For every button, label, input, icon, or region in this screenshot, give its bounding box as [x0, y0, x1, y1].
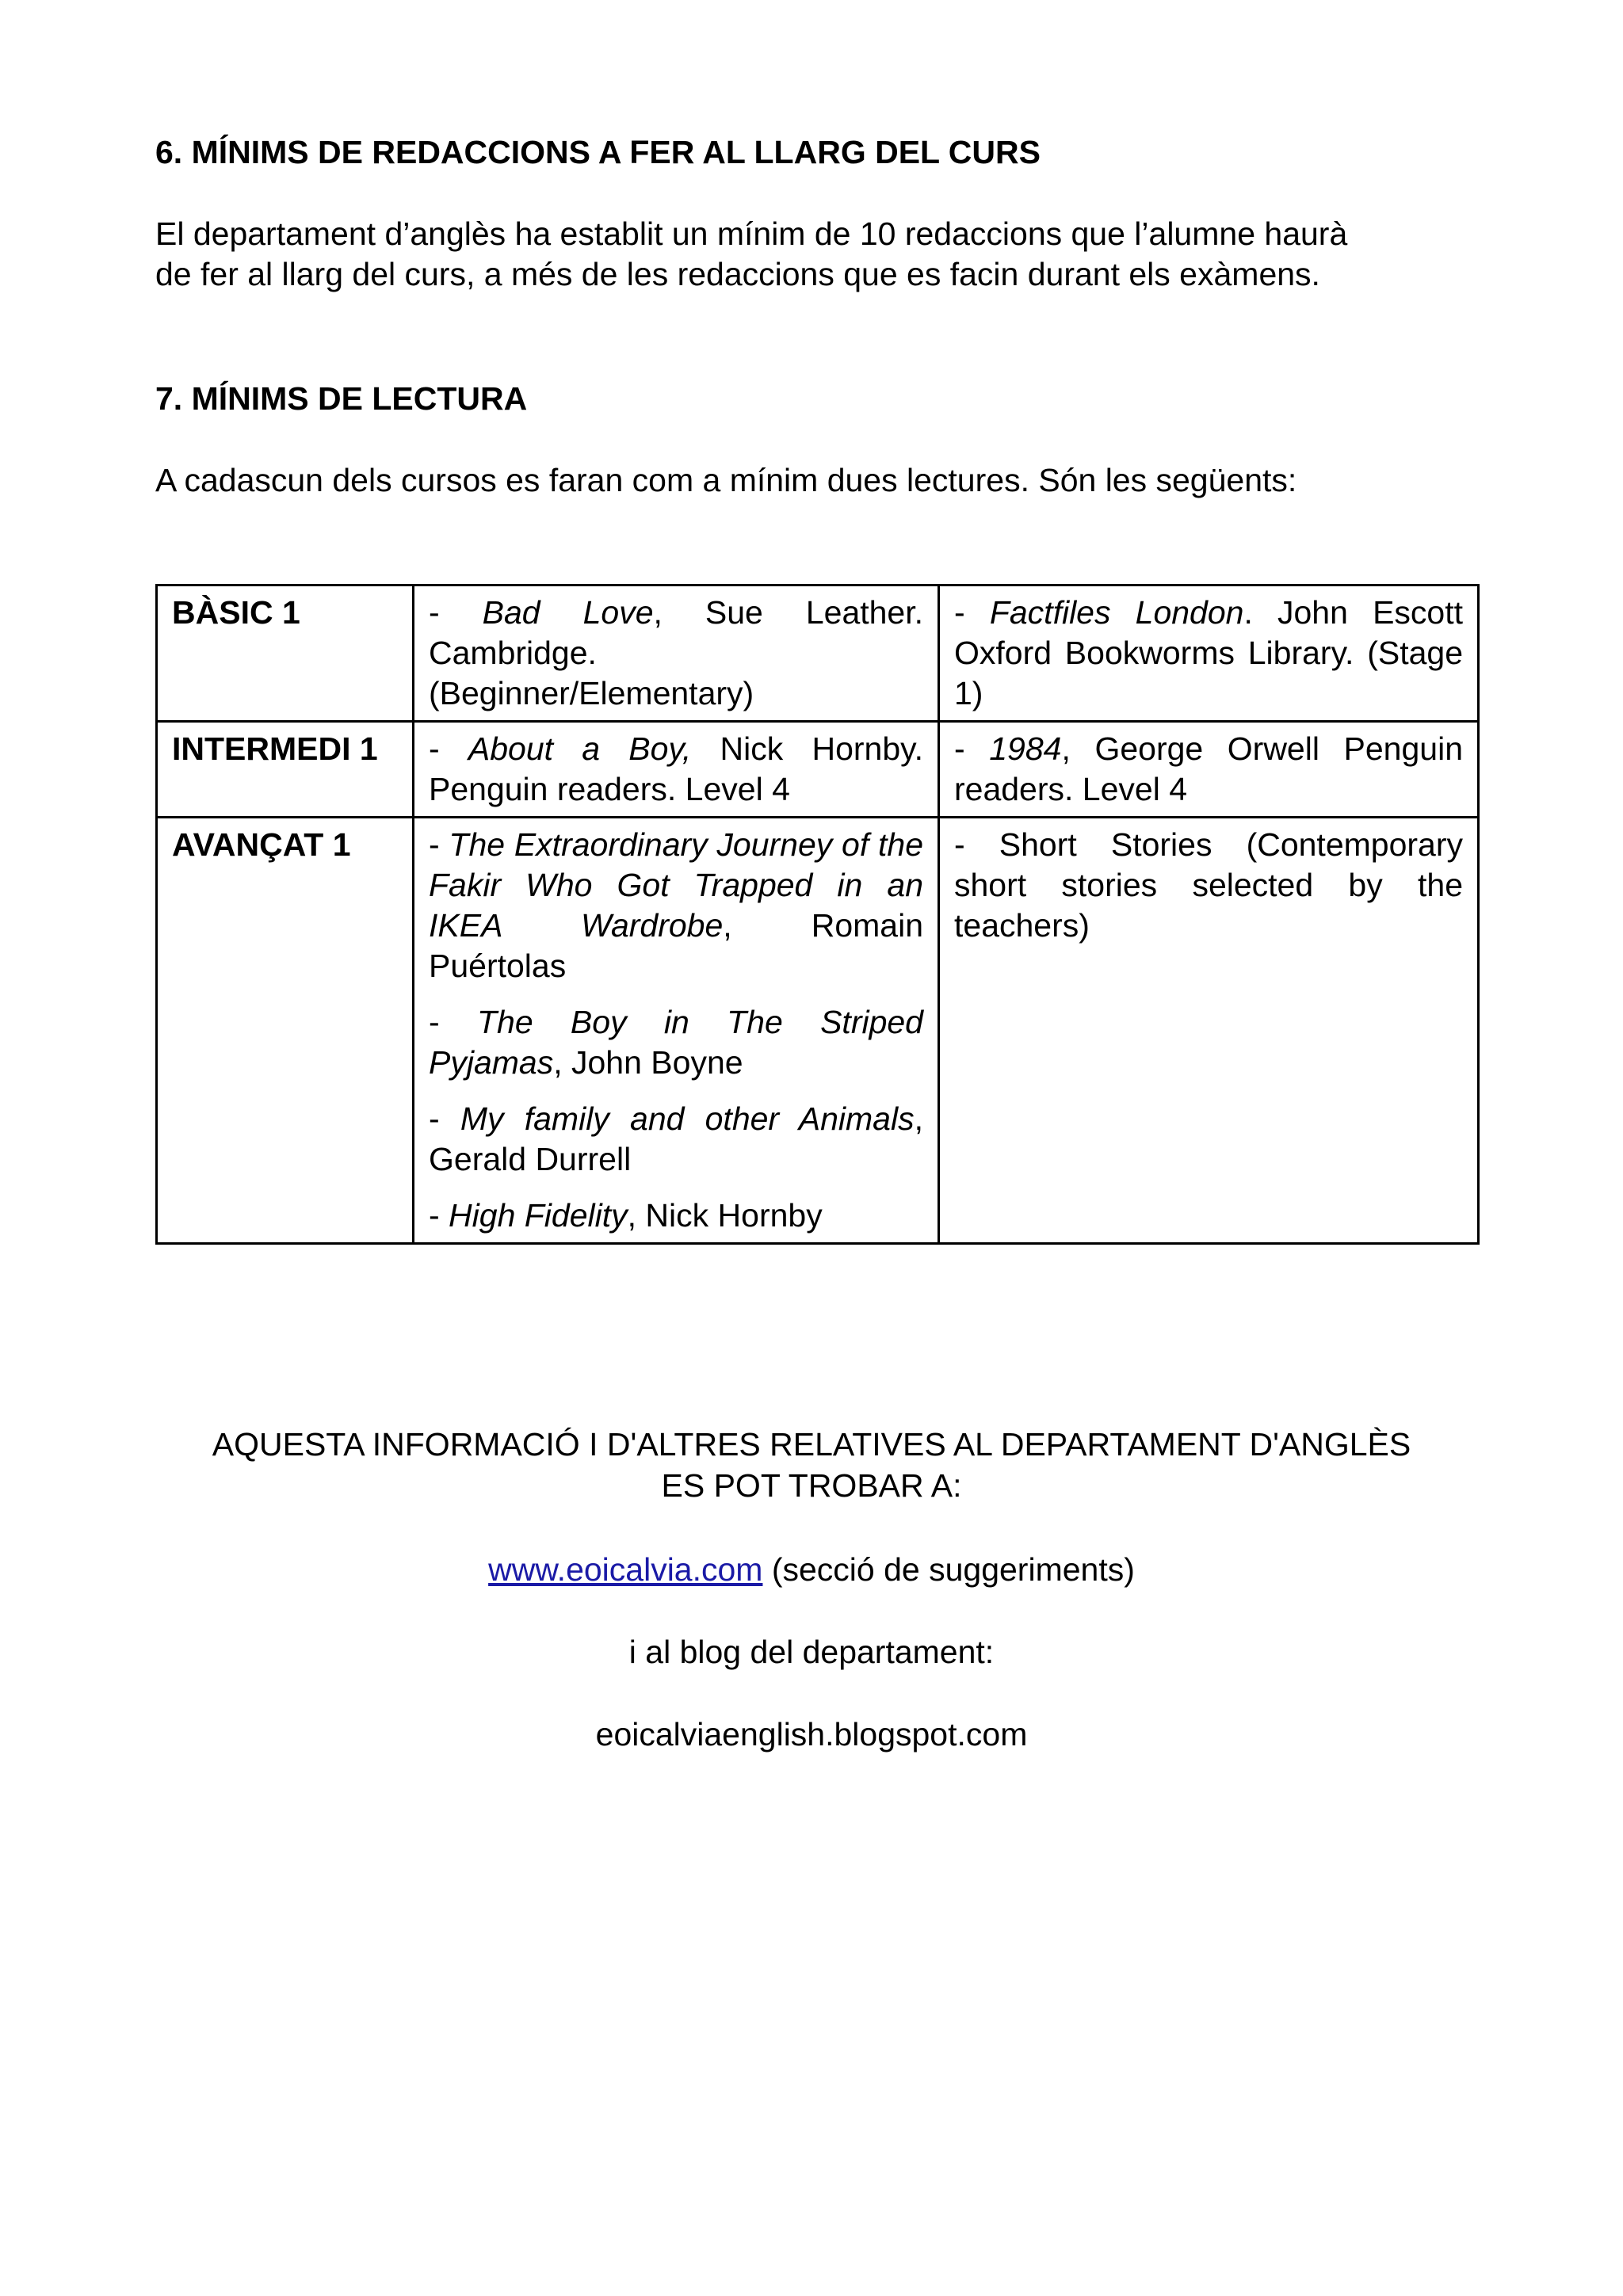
book-details: . John Escott Oxford Bookworms Library. (Stage 1): [954, 594, 1464, 711]
footer-info-line-1: AQUESTA INFORMACIÓ I D'ALTRES RELATIVES AL DEPARTAMENT D'ANGLÈS: [212, 1426, 1411, 1463]
section-6-heading: 6. MÍNIMS DE REDACCIONS A FER AL LLARG DEL CURS: [155, 134, 1041, 170]
book-entry-prefix: - Short Stories (Contemporary short stories selected by the teachers): [954, 826, 1463, 944]
book-details: Nick Hornby. Penguin readers. Level 4: [429, 730, 923, 807]
reading-cell-first: [414, 585, 939, 722]
book-title: 1984: [989, 730, 1062, 767]
book-entry: [429, 825, 923, 986]
book-title: About a Boy,: [468, 730, 692, 767]
book-entry-prefix: -: [429, 1004, 477, 1040]
footer-info-line-2: ES POT TROBAR A:: [661, 1467, 962, 1504]
book-title: My family and other Animals: [460, 1100, 915, 1137]
section-6-text-line-2: de fer al llarg del curs, a més de les redaccions que es facin durant els exàmens.: [155, 256, 1320, 292]
book-entry-prefix: -: [429, 1100, 460, 1137]
book-details: , Romain Puértolas: [429, 907, 924, 984]
book-title: Factfiles London: [989, 594, 1244, 631]
course-level: AVANÇAT 1: [157, 818, 414, 1244]
reading-table: [155, 584, 1480, 1245]
blog-url: eoicalviaenglish.blogspot.com: [595, 1716, 1028, 1753]
book-details: , George Orwell Penguin readers. Level 4: [954, 730, 1464, 807]
book-title: The Boy in The Striped Pyjamas: [429, 1004, 923, 1081]
blog-intro: i al blog del departament:: [628, 1634, 995, 1670]
book-entry: [954, 729, 1463, 810]
table-row: [157, 818, 1479, 1244]
reading-cell-first: [414, 818, 939, 1244]
book-entry-prefix: -: [954, 594, 990, 631]
section-7-intro: A cadascun dels cursos es faran com a mínim dues lectures. Són les següents:: [155, 462, 1297, 498]
book-title: The Extraordinary Journey of the Fakir Who Got Trapped in an IKEA Wardrobe: [429, 826, 923, 944]
book-details: , Sue Leather. Cambridge. (Beginner/Elementary): [429, 594, 924, 711]
table-row: [157, 585, 1479, 722]
reading-cell-first: [414, 722, 939, 818]
section-6-text-line-1: El departament d’anglès ha establit un mínim de 10 redaccions que l’alumne haurà: [155, 215, 1348, 252]
book-title: High Fidelity: [449, 1197, 628, 1234]
book-entry: [954, 593, 1463, 714]
book-entry-prefix: -: [429, 1197, 449, 1234]
website-link[interactable]: www.eoicalvia.com: [488, 1551, 763, 1588]
book-entry-prefix: -: [429, 826, 449, 863]
book-entry: [429, 1196, 923, 1236]
website-link-suffix: (secció de suggeriments): [762, 1551, 1135, 1588]
reading-cell-second: [939, 722, 1479, 818]
book-entry: [954, 825, 1463, 946]
book-entry: [429, 1099, 923, 1180]
reading-cell-second: [939, 818, 1479, 1244]
book-entry: [429, 1002, 923, 1083]
course-level: INTERMEDI 1: [157, 722, 414, 818]
book-details: , Nick Hornby: [627, 1197, 823, 1234]
book-details: , John Boyne: [553, 1044, 743, 1081]
reading-cell-second: [939, 585, 1479, 722]
book-details: , Gerald Durrell: [429, 1100, 923, 1177]
book-entry-prefix: -: [429, 730, 468, 767]
table-row: [157, 722, 1479, 818]
reading-table-body: [157, 585, 1479, 1244]
footer-website-line: [0, 1549, 1623, 1590]
book-entry: [429, 729, 923, 810]
book-entry: [429, 593, 923, 714]
section-7-heading: 7. MÍNIMS DE LECTURA: [155, 380, 528, 417]
course-level: BÀSIC 1: [157, 585, 414, 722]
book-title: Bad Love: [482, 594, 654, 631]
book-entry-prefix: -: [954, 730, 990, 767]
book-entry-prefix: -: [429, 594, 483, 631]
